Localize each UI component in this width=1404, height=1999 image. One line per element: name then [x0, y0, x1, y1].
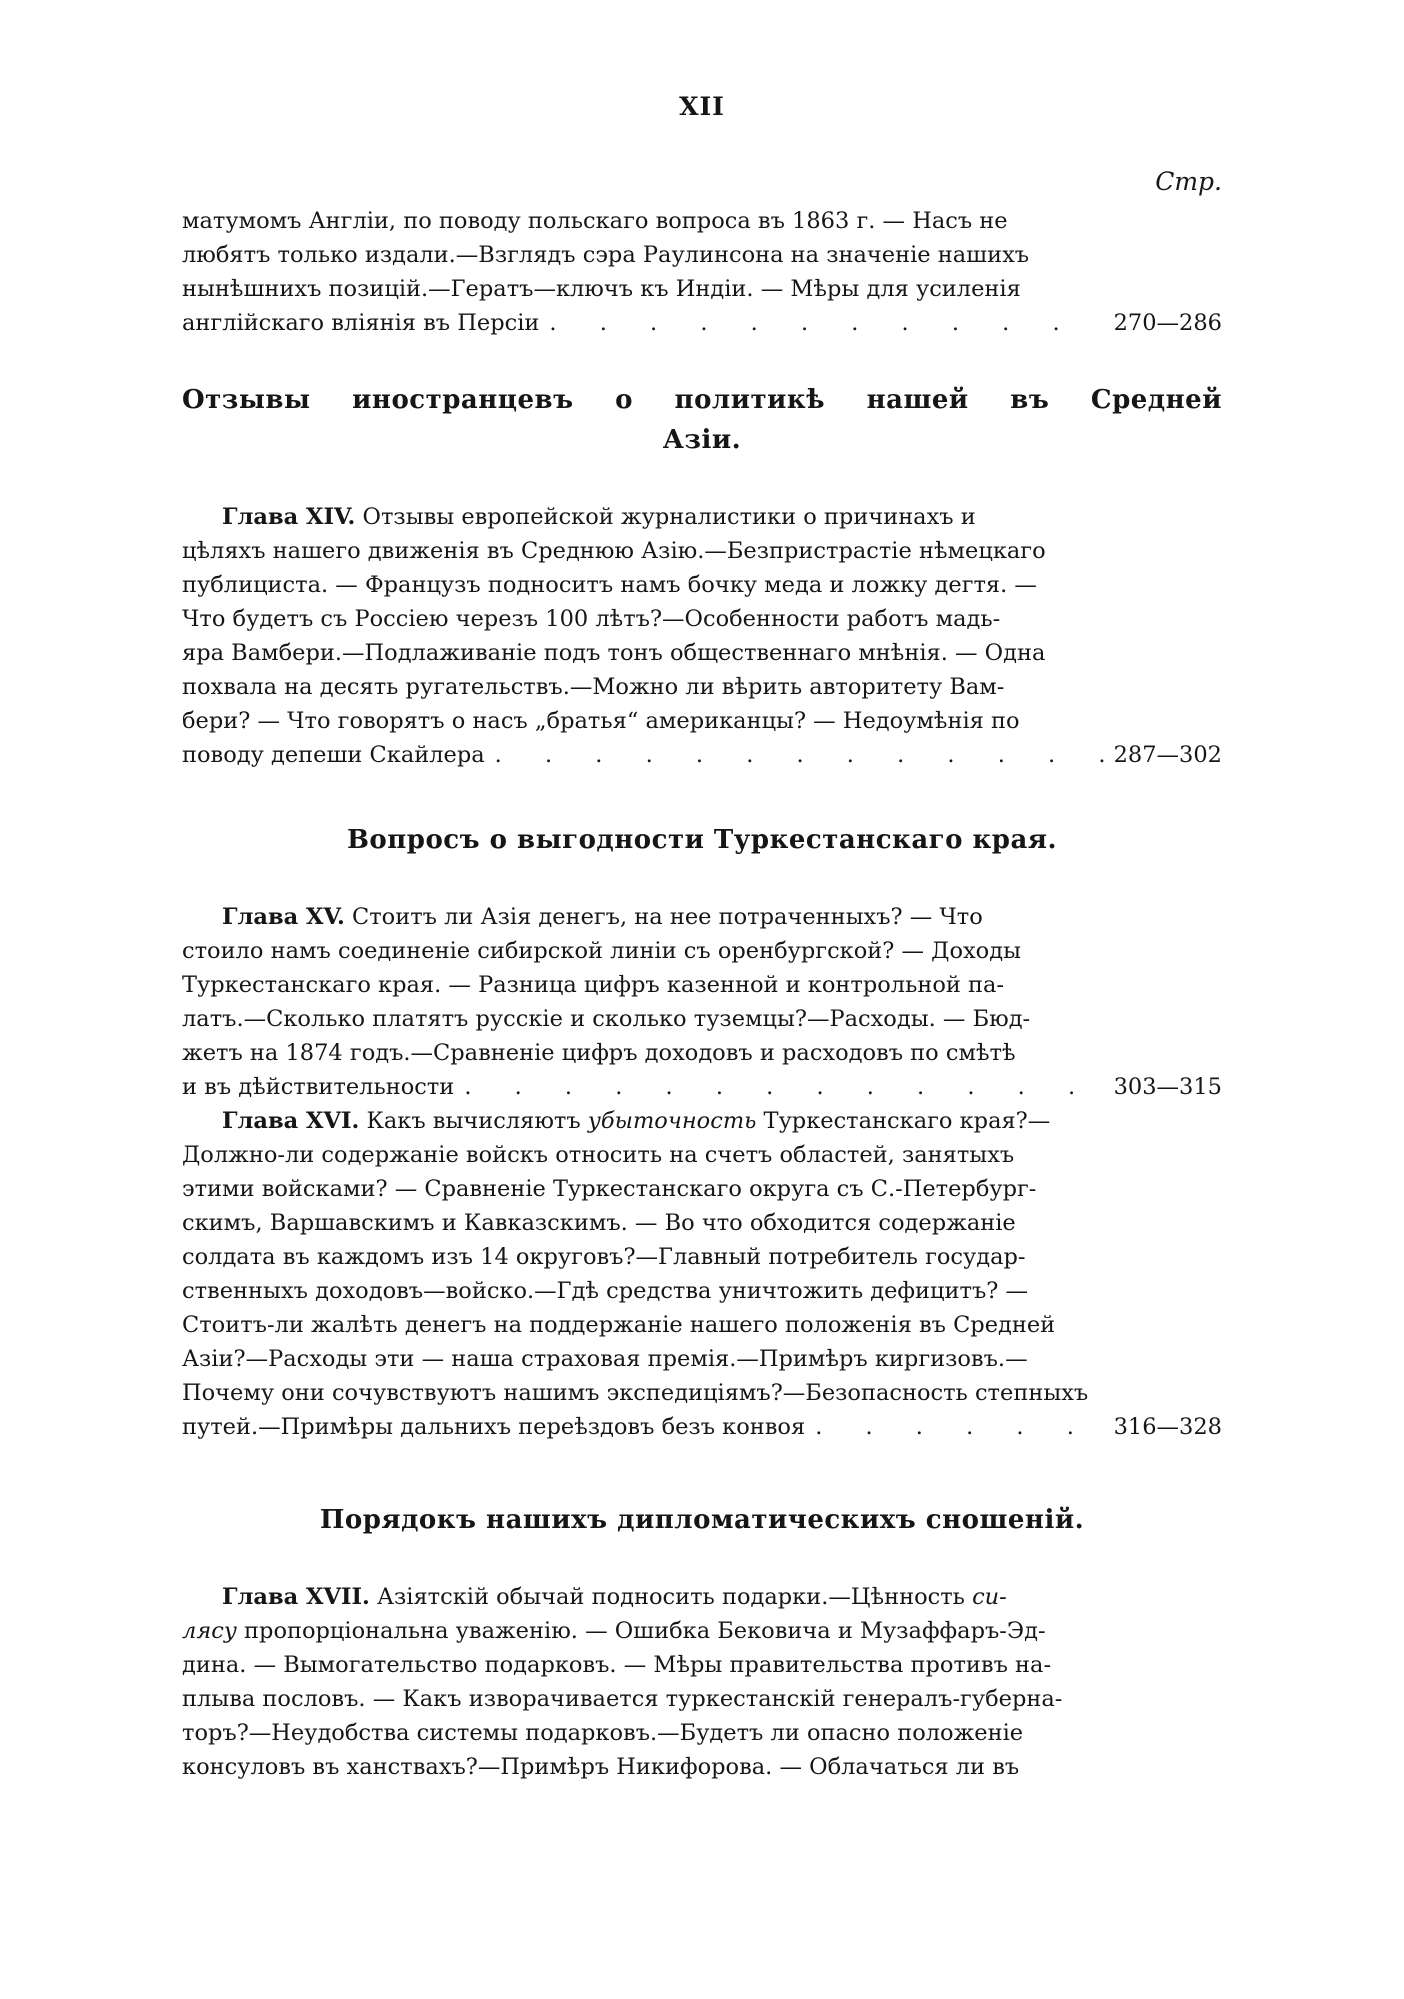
text-line: Должно-ли содержаніе войскъ относить на счетъ областей, занятыхъ — [182, 1142, 1015, 1168]
section-heading: Отзывы иностранцевъ о политикѣ нашей въ Средней — [182, 385, 1222, 415]
section-heading: Порядокъ нашихъ дипломатическихъ сношеній. — [319, 1505, 1085, 1535]
text-line: англійскаго вліянія въ Персіи — [182, 310, 540, 336]
text-line: солдата въ каждомъ изъ 14 округовъ?—Главный потребитель государ- — [182, 1244, 1026, 1270]
chapter-first-line — [222, 900, 983, 934]
chapter-text-italic: убыточность — [587, 1108, 757, 1134]
chapter-label: Глава XIV. — [222, 504, 356, 530]
page-range: 270—286 — [1113, 310, 1222, 336]
chapter-text-italic: лясу — [182, 1618, 237, 1644]
text-line: этими войсками? — Сравненіе Туркестанскаго округа съ С.-Петербург- — [182, 1176, 1037, 1202]
chapter-first-line — [222, 1104, 1050, 1138]
text-line: матумомъ Англіи, по поводу польскаго вопроса въ 1863 г. — Насъ не — [182, 208, 1008, 234]
chapter-text: Какъ вычисляютъ — [359, 1108, 588, 1134]
chapter-label: Глава XV. — [222, 904, 345, 930]
text-line: плыва пословъ. — Какъ изворачивается туркестанскій генералъ-губерна- — [182, 1686, 1063, 1712]
text-line: любятъ только издали.—Взглядъ сэра Раулинсона на значеніе нашихъ — [182, 242, 1030, 268]
text-line: путей.—Примѣры дальнихъ переѣздовъ безъ конвоя — [182, 1414, 806, 1440]
text-line: скимъ, Варшавскимъ и Кавказскимъ. — Во что обходится содержаніе — [182, 1210, 1016, 1236]
toc-entry-last-line — [182, 738, 1222, 772]
text-line: жетъ на 1874 годъ.—Сравненіе цифръ доходовъ и расходовъ по смѣтѣ — [182, 1040, 1016, 1066]
text-line: Что будетъ съ Россіею черезъ 100 лѣтъ?—Особенности работъ мадь- — [182, 606, 1001, 632]
chapter-text: пропорціональна уваженію. — Ошибка Бековича и Музаффаръ-Эд- — [236, 1618, 1046, 1644]
text-line: Азіи?—Расходы эти — наша страховая премія.—Примѣръ киргизовъ.— — [182, 1346, 1028, 1372]
text-line: публициста. — Французъ подноситъ намъ бочку меда и ложку дегтя. — — [182, 572, 1037, 598]
text-line: Почему они сочувствуютъ нашимъ экспедиціямъ?—Безопасность степныхъ — [182, 1380, 1089, 1406]
text-line: и въ дѣйствительности — [182, 1074, 455, 1100]
text-line: дина. — Вымогательство подарковъ. — Мѣры правительства противъ на- — [182, 1652, 1052, 1678]
text-line: стоило намъ соединеніе сибирской линіи съ оренбургской? — Доходы — [182, 938, 1021, 964]
text-line: Туркестанскаго края. — Разница цифръ казенной и контрольной па- — [182, 972, 1005, 998]
text-line: ственныхъ доходовъ—войско.—Гдѣ средства уничтожить дефицитъ? — — [182, 1278, 1028, 1304]
toc-entry-last-line — [182, 1070, 1222, 1104]
page-range: 316—328 — [1113, 1414, 1222, 1440]
chapter-text: Стоитъ ли Азія денегъ, на нее потраченныхъ? — Что — [344, 904, 983, 930]
section-heading: Вопросъ о выгодности Туркестанскаго края. — [346, 825, 1058, 855]
text-line: поводу депеши Скайлера — [182, 742, 485, 768]
toc-entry-last-line — [182, 306, 1222, 340]
chapter-text: Отзывы европейской журналистики о причинахъ и — [355, 504, 976, 530]
text-line: Стоитъ-ли жалѣть денегъ на поддержаніе нашего положенія въ Средней — [182, 1312, 1056, 1338]
text-line: торъ?—Неудобства системы подарковъ.—Будетъ ли опасно положеніе — [182, 1720, 1024, 1746]
dot-leader — [495, 738, 1104, 772]
page-column-label: Стр. — [1155, 167, 1222, 196]
dot-leader — [549, 306, 1103, 340]
chapter-text: Туркестанскаго края?— — [756, 1108, 1051, 1134]
text-line: цѣляхъ нашего движенія въ Среднюю Азію.—Безпристрастіе нѣмецкаго — [182, 538, 1046, 564]
text-line: похвала на десять ругательствъ.—Можно ли вѣрить авторитету Вам- — [182, 674, 1005, 700]
chapter-label: Глава XVI. — [222, 1108, 360, 1134]
chapter-first-line — [222, 500, 976, 534]
text-line: бери? — Что говорятъ о насъ „братья“ американцы? — Недоумѣнія по — [182, 708, 1020, 734]
toc-entry-last-line — [182, 1410, 1222, 1444]
chapter-text: Азіятскій обычай подносить подарки.—Цѣнность — [369, 1584, 973, 1610]
page-range: 303—315 — [1113, 1074, 1222, 1100]
chapter-first-line — [222, 1580, 1007, 1614]
page-range: 287—302 — [1113, 742, 1222, 768]
text-line: консуловъ въ ханствахъ?—Примѣръ Никифорова. — Облачаться ли въ — [182, 1754, 1020, 1780]
text-line — [182, 1614, 1046, 1648]
section-heading-continued: Азіи. — [662, 425, 742, 455]
dot-leader — [815, 1410, 1103, 1444]
dot-leader — [464, 1070, 1103, 1104]
page-number: XII — [679, 92, 725, 121]
text-line: нынѣшнихъ позицій.—Гератъ—ключъ къ Индіи. — Мѣры для усиленія — [182, 276, 1021, 302]
text-line: яра Вамбери.—Подлаживаніе подъ тонъ общественнаго мнѣнія. — Одна — [182, 640, 1046, 666]
chapter-text-italic: си- — [972, 1584, 1007, 1610]
chapter-label: Глава XVII. — [222, 1584, 370, 1610]
text-line: латъ.—Сколько платятъ русскіе и сколько туземцы?—Расходы. — Бюд- — [182, 1006, 1031, 1032]
